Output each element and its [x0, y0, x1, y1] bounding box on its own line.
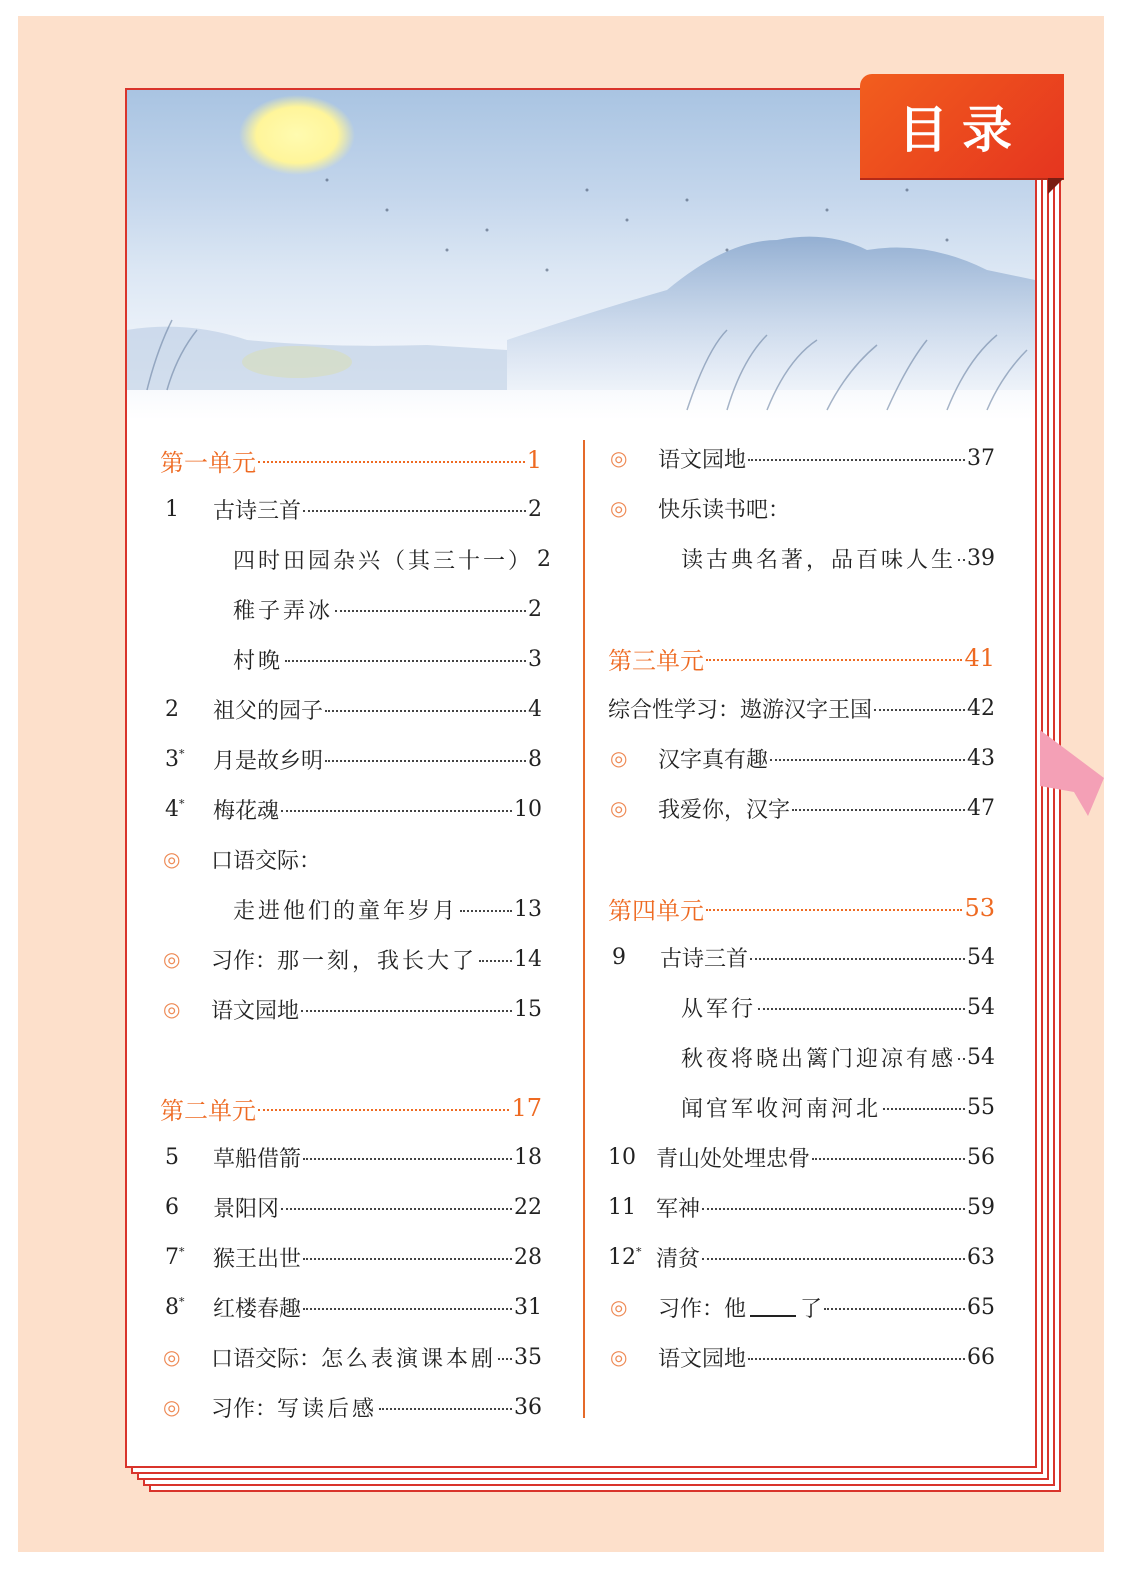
page-number: 36 [514, 1394, 542, 1420]
activity-title: 汉字真有趣 [658, 747, 769, 773]
poem-title: 秋夜将晓出篱门迎凉有感 [681, 1046, 957, 1072]
lesson-entry[interactable] [165, 689, 542, 729]
lesson-number: 2 [165, 696, 179, 722]
page-number: 13 [514, 896, 542, 922]
page-number: 2 [528, 496, 542, 522]
page-number: 4 [528, 696, 542, 722]
lesson-number: 6 [165, 1194, 179, 1220]
poem-entry[interactable] [233, 589, 542, 629]
lesson-number-value: 3 [165, 746, 179, 772]
dot-leader [281, 1208, 512, 1210]
lesson-entry[interactable] [612, 937, 995, 977]
activity-entry[interactable] [610, 1287, 995, 1327]
lesson-entry[interactable] [165, 489, 542, 529]
poem-entry[interactable] [681, 1087, 995, 1127]
activity-title: 综合性学习：遨游汉字王国 [608, 697, 873, 723]
activity-subentry[interactable] [681, 538, 995, 578]
page-number: 41 [964, 644, 995, 672]
dot-leader [812, 1158, 965, 1160]
page-number: 42 [967, 695, 995, 721]
bookmark-ribbon-icon [1040, 730, 1104, 816]
lesson-entry[interactable] [165, 739, 542, 779]
optional-star: * [636, 1245, 642, 1259]
dot-leader [958, 1058, 965, 1060]
dot-leader [303, 510, 526, 512]
lesson-number: 9 [612, 944, 626, 970]
poem-entry[interactable] [233, 539, 552, 579]
unit-heading[interactable] [608, 638, 995, 678]
dot-leader [281, 810, 512, 812]
dot-leader [498, 1358, 512, 1360]
page-number: 37 [967, 445, 995, 471]
page-number: 54 [967, 944, 995, 970]
lesson-number: 5 [165, 1144, 179, 1170]
circle-bullet-icon: ◎ [610, 1345, 628, 1369]
page-number: 8 [528, 746, 542, 772]
circle-bullet-icon: ◎ [610, 796, 628, 820]
lesson-title: 红楼春趣 [213, 1296, 302, 1322]
lesson-entry[interactable] [608, 1237, 995, 1277]
lesson-number [165, 1295, 213, 1320]
activity-entry[interactable] [163, 939, 542, 979]
activity-entry[interactable] [163, 839, 542, 879]
activity-subtitle: 读古典名著，品百味人生 [681, 547, 957, 573]
page-number: 28 [514, 1244, 542, 1270]
lesson-title: 军神 [656, 1196, 701, 1222]
poem-title: 四时田园杂兴（其三十一） [233, 548, 534, 574]
optional-star: * [179, 797, 185, 811]
activity-title: 我爱你，汉字 [658, 797, 791, 823]
page-number: 14 [514, 946, 542, 972]
dot-leader [706, 909, 962, 911]
page-number: 17 [511, 1094, 542, 1122]
dot-leader [706, 659, 962, 661]
dot-leader [303, 1258, 512, 1260]
circle-bullet-icon: ◎ [163, 997, 181, 1021]
page-number: 2 [528, 596, 542, 622]
lesson-title: 青山处处埋忠骨 [656, 1146, 811, 1172]
activity-title: 语文园地 [658, 1346, 747, 1372]
page-number: 22 [514, 1194, 542, 1220]
lesson-number: 11 [608, 1194, 636, 1220]
lesson-title: 梅花魂 [213, 798, 280, 824]
unit-heading[interactable] [160, 440, 542, 480]
page-number: 59 [967, 1194, 995, 1220]
lesson-title: 景阳冈 [213, 1196, 280, 1222]
dot-leader [479, 960, 512, 962]
circle-bullet-icon: ◎ [163, 847, 181, 871]
page-number: 2 [537, 546, 552, 572]
dot-leader [758, 1008, 965, 1010]
lesson-entry[interactable] [165, 1137, 542, 1177]
dot-leader [325, 760, 526, 762]
optional-star: * [179, 1295, 185, 1309]
lesson-title: 古诗三首 [213, 498, 302, 524]
page-number: 18 [514, 1144, 542, 1170]
page-number: 63 [967, 1244, 995, 1270]
optional-star: * [179, 1245, 185, 1259]
activity-title: 习作： [211, 1396, 278, 1422]
lesson-number-value: 8 [165, 1294, 179, 1320]
page-number: 65 [967, 1294, 995, 1320]
page-number: 43 [967, 745, 995, 771]
dot-leader [702, 1258, 965, 1260]
dot-leader [824, 1308, 965, 1310]
lesson-number-value: 4 [165, 796, 179, 822]
unit-title: 第四单元 [608, 896, 704, 925]
page-number: 10 [514, 796, 542, 822]
activity-subtitle: 怎么表演课本剧 [321, 1346, 497, 1372]
dot-leader [750, 958, 965, 960]
dot-leader [303, 1308, 512, 1310]
activity-entry[interactable] [163, 989, 542, 1029]
toc-badge-label: 目录 [898, 101, 1026, 159]
circle-bullet-icon: ◎ [163, 1345, 181, 1369]
activity-subtitle: 走进他们的童年岁月 [233, 898, 459, 924]
dot-leader [325, 710, 526, 712]
page-number: 54 [967, 994, 995, 1020]
dot-leader [258, 461, 525, 463]
circle-bullet-icon: ◎ [610, 1295, 628, 1319]
dot-leader [702, 1208, 965, 1210]
badge-fold [1048, 178, 1064, 194]
lesson-number [608, 1245, 656, 1270]
page-number: 35 [514, 1344, 542, 1370]
activity-entry[interactable] [610, 1337, 995, 1377]
circle-bullet-icon: ◎ [610, 496, 628, 520]
lesson-number [165, 797, 213, 822]
activity-entry[interactable] [610, 738, 995, 778]
dot-leader [379, 1408, 512, 1410]
lesson-title: 古诗三首 [660, 946, 749, 972]
lesson-title: 月是故乡明 [213, 748, 324, 774]
unit-heading[interactable] [608, 888, 995, 928]
dot-leader [883, 1108, 965, 1110]
dot-leader [301, 1010, 512, 1012]
dot-leader [335, 610, 526, 612]
lesson-entry[interactable] [608, 1187, 995, 1227]
activity-title: 口语交际： [211, 1346, 322, 1372]
lesson-title: 祖父的园子 [213, 698, 324, 724]
blank-underline [750, 1297, 796, 1317]
poem-entry[interactable] [233, 639, 542, 679]
circle-bullet-icon: ◎ [610, 746, 628, 770]
lesson-number-value: 7 [165, 1244, 179, 1270]
page-number: 47 [967, 795, 995, 821]
activity-title: 语文园地 [211, 998, 300, 1024]
poem-title: 闻官军收河南河北 [681, 1096, 882, 1122]
poem-title: 村晚 [233, 648, 284, 674]
unit-heading[interactable] [160, 1088, 542, 1128]
lesson-entry[interactable] [165, 789, 542, 829]
page-number: 3 [528, 646, 542, 672]
circle-bullet-icon: ◎ [610, 446, 628, 470]
page-number: 31 [514, 1294, 542, 1320]
circle-bullet-icon: ◎ [163, 947, 181, 971]
page-number: 1 [526, 446, 542, 474]
dot-leader [792, 809, 965, 811]
activity-title: 快乐读书吧： [658, 497, 791, 523]
activity-subtitle: 写读后感 [277, 1396, 378, 1422]
activity-entry[interactable] [608, 688, 995, 728]
lesson-title: 清贫 [656, 1246, 701, 1272]
dot-leader [770, 759, 965, 761]
poem-title: 从军行 [681, 996, 757, 1022]
page-number: 15 [514, 996, 542, 1022]
page-number: 39 [967, 545, 995, 571]
lesson-number [165, 1245, 213, 1270]
dot-leader [460, 910, 512, 912]
optional-star: * [179, 747, 185, 761]
lesson-number [165, 747, 213, 772]
page-number: 66 [967, 1344, 995, 1370]
page-number: 56 [967, 1144, 995, 1170]
lesson-number: 10 [608, 1144, 636, 1170]
activity-title: 习作：他 [658, 1296, 747, 1322]
dot-leader [303, 1158, 512, 1160]
dot-leader [258, 1109, 509, 1111]
unit-title: 第二单元 [160, 1096, 256, 1125]
lesson-number-value: 12 [608, 1244, 636, 1270]
circle-bullet-icon: ◎ [163, 1395, 181, 1419]
lesson-entry[interactable] [608, 1137, 995, 1177]
page-number: 53 [964, 894, 995, 922]
activity-entry[interactable] [610, 438, 995, 478]
dot-leader [748, 1358, 965, 1360]
activity-title: 语文园地 [658, 447, 747, 473]
activity-entry[interactable] [610, 788, 995, 828]
unit-title: 第一单元 [160, 448, 256, 477]
dot-leader [285, 660, 526, 662]
lesson-entry[interactable] [165, 1187, 542, 1227]
page-number: 55 [967, 1094, 995, 1120]
lesson-entry[interactable] [165, 1237, 542, 1277]
activity-subentry[interactable] [233, 889, 542, 929]
activity-title: 习作： [211, 948, 278, 974]
lesson-title: 草船借箭 [213, 1146, 302, 1172]
activity-entry[interactable] [610, 488, 995, 528]
activity-subtitle: 那一刻，我长大了 [277, 948, 478, 974]
poem-title: 稚子弄冰 [233, 598, 334, 624]
column-divider [583, 440, 585, 1418]
lesson-number: 1 [165, 496, 179, 522]
activity-title-end: 了 [800, 1296, 823, 1322]
unit-title: 第三单元 [608, 646, 704, 675]
activity-entry[interactable] [163, 1337, 542, 1377]
lesson-title: 猴王出世 [213, 1246, 302, 1272]
dot-leader [874, 709, 965, 711]
poem-entry[interactable] [681, 987, 995, 1027]
dot-leader [748, 459, 965, 461]
toc-badge [860, 74, 1064, 178]
poem-entry[interactable] [681, 1037, 995, 1077]
lesson-entry[interactable] [165, 1287, 542, 1327]
dot-leader [958, 559, 965, 561]
page-number: 54 [967, 1044, 995, 1070]
activity-title: 口语交际： [211, 848, 322, 874]
activity-entry[interactable] [163, 1387, 542, 1427]
